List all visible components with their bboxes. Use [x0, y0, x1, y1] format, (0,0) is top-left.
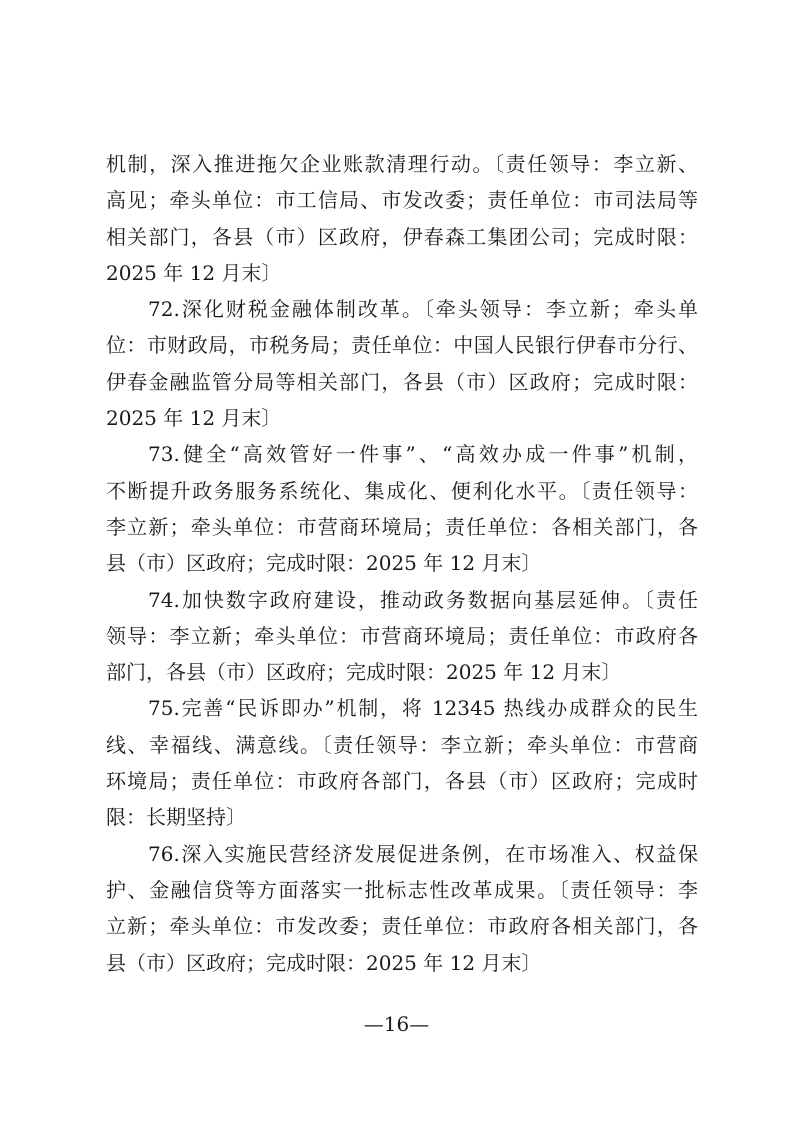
item-75-line: 环境局；责任单位：市政府各部门，各县（市）区政府；完成时	[106, 769, 698, 794]
item-72-line: 位：市财政局，市税务局；责任单位：中国人民银行伊春市分行、	[106, 333, 698, 358]
item-73-line: 73.健全“高效管好一件事”、“高效办成一件事”机制，	[148, 442, 698, 467]
item-74-line: 部门，各县（市）区政府；完成时限：2025 年 12 月末〕	[106, 660, 622, 685]
text-line: 机制，深入推进拖欠企业账款清理行动。〔责任领导：李立新、	[106, 152, 698, 176]
item-76-line: 县（市）区政府；完成时限：2025 年 12 月末〕	[106, 950, 542, 975]
item-72-line: 72.深化财税金融体制改革。〔牵头领导：李立新；牵头单	[148, 297, 698, 322]
item-75-line: 限：长期坚持〕	[106, 805, 246, 830]
item-74-line: 领导：李立新；牵头单位：市营商环境局；责任单位：市政府各	[106, 623, 698, 648]
page-number: —16—	[363, 1012, 430, 1036]
item-75-line: 75.完善“民诉即办”机制，将 12345 热线办成群众的民生	[148, 696, 698, 721]
text-line: 2025 年 12 月末〕	[106, 260, 282, 285]
item-76-line: 护、金融信贷等方面落实一批标志性改革成果。〔责任领导：李	[106, 877, 698, 902]
item-74-line: 74.加快数字政府建设，推动政务数据向基层延伸。〔责任	[148, 587, 698, 612]
item-75-line: 线、幸福线、满意线。〔责任领导：李立新；牵头单位：市营商	[106, 732, 698, 757]
item-72-line: 2025 年 12 月末〕	[106, 406, 282, 431]
item-73-line: 县（市）区政府；完成时限：2025 年 12 月末〕	[106, 551, 542, 576]
text-line: 高见；牵头单位：市工信局、市发改委；责任单位：市司法局等	[106, 188, 698, 213]
item-76-line: 立新；牵头单位：市发改委；责任单位：市政府各相关部门，各	[106, 914, 698, 939]
item-73-line: 李立新；牵头单位：市营商环境局；责任单位：各相关部门，各	[106, 514, 698, 539]
text-line: 相关部门，各县（市）区政府，伊春森工集团公司；完成时限：	[106, 224, 698, 249]
item-72-line: 伊春金融监管分局等相关部门，各县（市）区政府；完成时限：	[106, 369, 698, 394]
body-text	[106, 146, 698, 981]
item-73-line: 不断提升政务服务系统化、集成化、便利化水平。〔责任领导：	[106, 478, 698, 503]
item-76-line: 76.深入实施民营经济发展促进条例，在市场准入、权益保	[148, 841, 698, 866]
